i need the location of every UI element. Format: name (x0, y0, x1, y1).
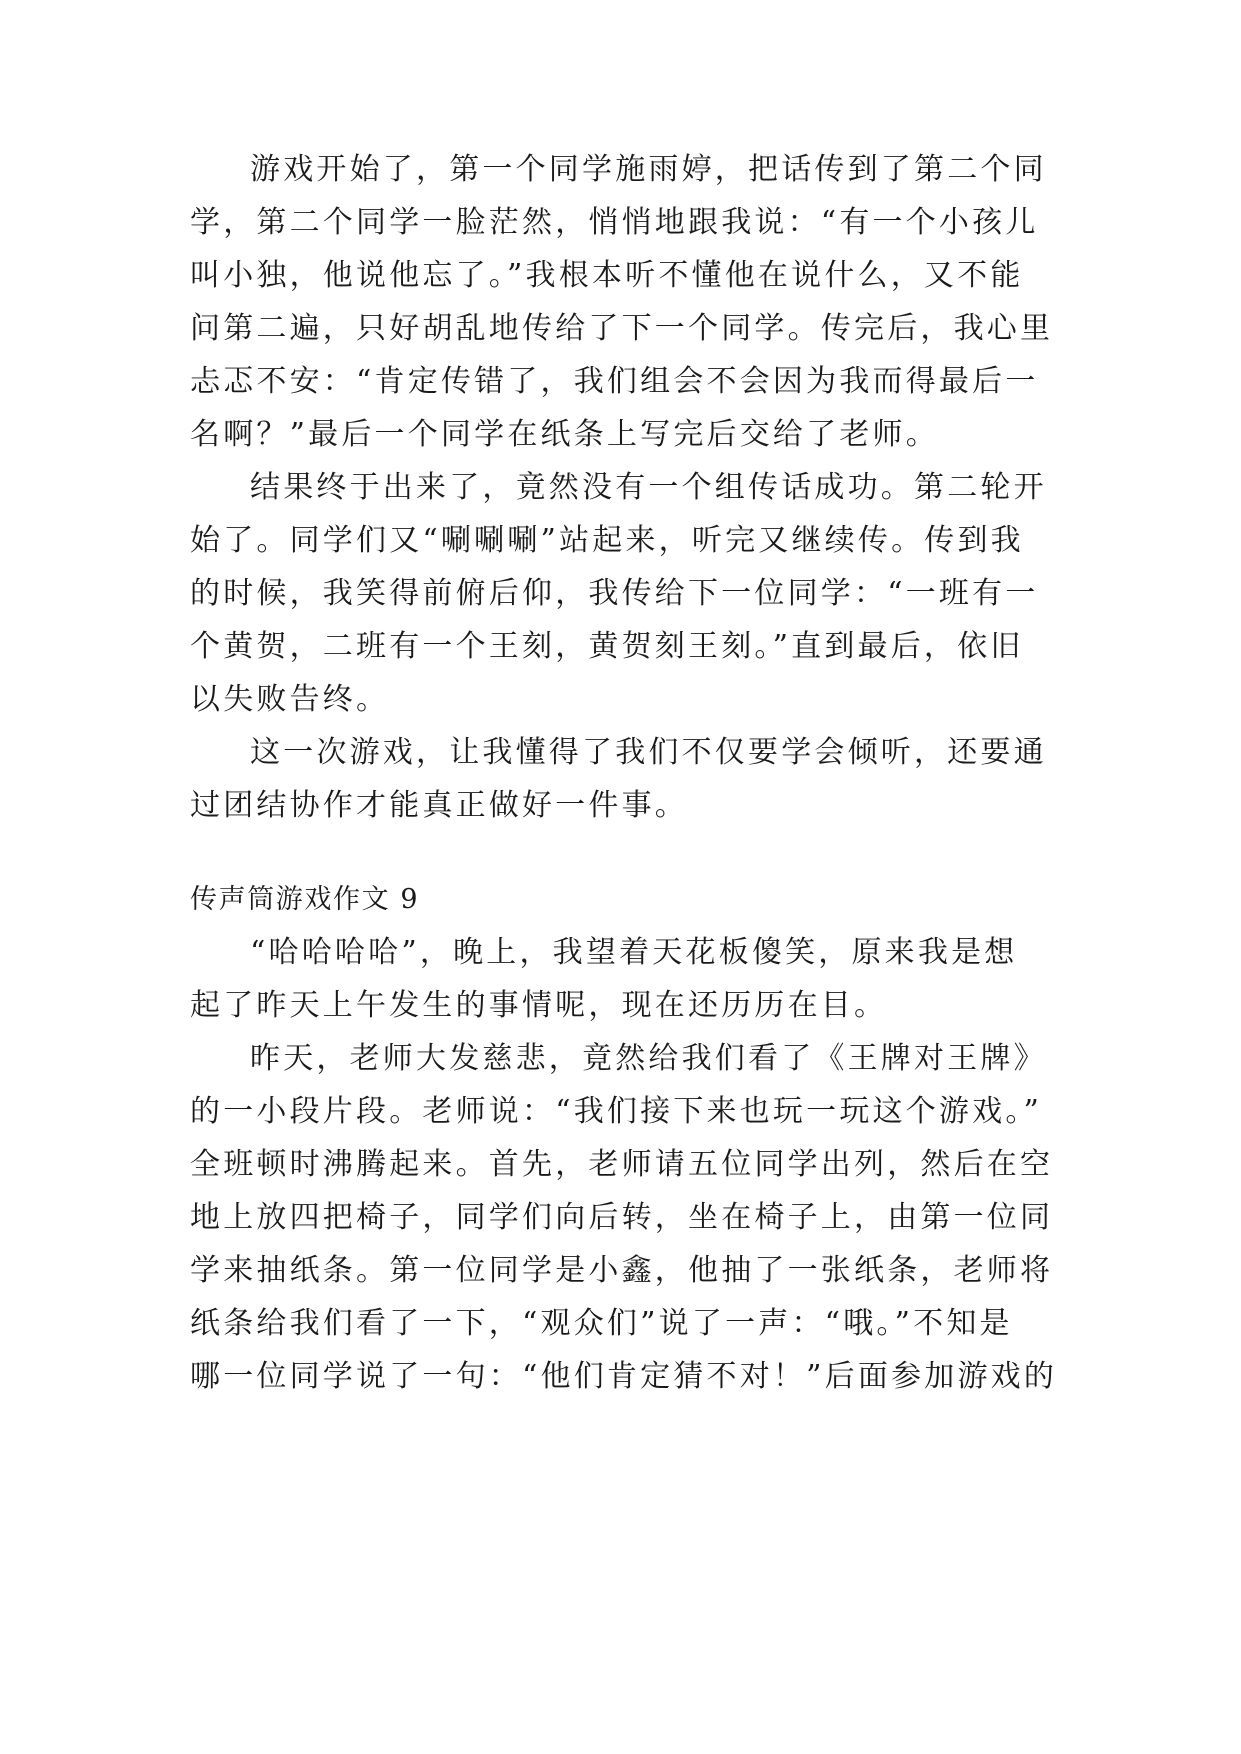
paragraph-2-line-2: 始了。同学们又“唰唰唰”站起来，听完又继续传。传到我 (190, 523, 1024, 558)
paragraph-2-line-1: 结果终于出来了，竟然没有一个组传话成功。第二轮开 (250, 470, 1047, 505)
paragraph-5-line-3: 全班顿时沸腾起来。首先，老师请五位同学出列，然后在空 (190, 1147, 1054, 1182)
paragraph-5-line-6: 纸条给我们看了一下，“观众们”说了一声：“哦。”不知是 (190, 1306, 1013, 1341)
paragraph-3-line-2: 过团结协作才能真正做好一件事。 (190, 788, 688, 823)
paragraph-5-line-7: 哪一位同学说了一句：“他们肯定猜不对！”后面参加游戏的 (190, 1359, 1058, 1394)
section-title: 传声筒游戏作文 9 (190, 884, 420, 915)
paragraph-4-line-1: “哈哈哈哈”，晚上，我望着天花板傻笑，原来我是想 (250, 935, 1018, 970)
paragraph-1-line-6: 名啊？”最后一个同学在纸条上写完后交给了老师。 (190, 417, 939, 452)
paragraph-2-line-4: 个黄贺，二班有一个王刻，黄贺刻王刻。”直到最后，依旧 (190, 629, 1024, 664)
paragraph-1-line-1: 游戏开始了，第一个同学施雨婷，把话传到了第二个同 (250, 152, 1047, 187)
paragraph-2-line-3: 的时候，我笑得前俯后仰，我传给下一位同学：“一班有一 (190, 576, 1039, 611)
paragraph-5-line-5: 学来抽纸条。第一位同学是小鑫，他抽了一张纸条，老师将 (190, 1253, 1054, 1288)
paragraph-2-line-5: 以失败告终。 (190, 682, 390, 717)
paragraph-5-line-4: 地上放四把椅子，同学们向后转，坐在椅子上，由第一位同 (190, 1200, 1054, 1235)
paragraph-4-line-2: 起了昨天上午发生的事情呢，现在还历历在目。 (190, 988, 888, 1023)
paragraph-3-line-1: 这一次游戏，让我懂得了我们不仅要学会倾听，还要通 (250, 735, 1047, 770)
paragraph-1-line-4: 问第二遍，只好胡乱地传给了下一个同学。传完后，我心里 (190, 311, 1054, 346)
paragraph-1-line-3: 叫小独，他说他忘了。”我根本听不懂他在说什么，又不能 (190, 258, 1024, 293)
paragraph-1-line-5: 忐忑不安：“肯定传错了，我们组会不会因为我而得最后一 (190, 364, 1039, 399)
paragraph-5-line-2: 的一小段片段。老师说：“我们接下来也玩一玩这个游戏。” (190, 1094, 1043, 1129)
paragraph-1-line-2: 学，第二个同学一脸茫然，悄悄地跟我说：“有一个小孩儿 (190, 205, 1039, 240)
paragraph-5-line-1: 昨天，老师大发慈悲，竟然给我们看了《王牌对王牌》 (250, 1041, 1047, 1076)
